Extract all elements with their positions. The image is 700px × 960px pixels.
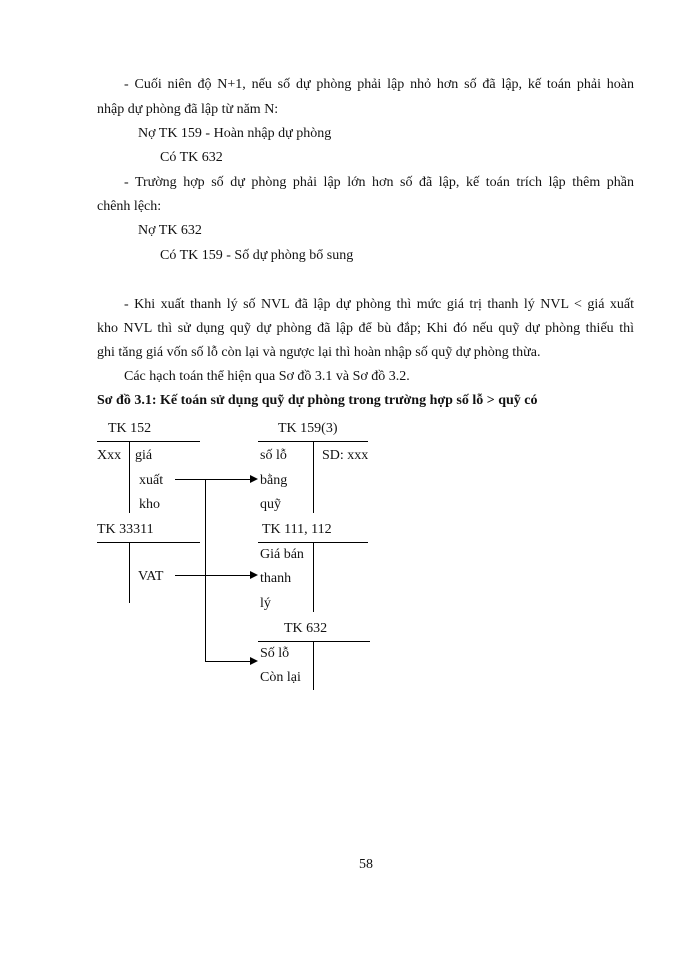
tk111-debit-line: lý — [260, 596, 271, 611]
diagram-title: Sơ đồ 3.1: Kế toán sử dụng quỹ dự phòng trong trường hợp số lỗ > quỹ có — [97, 393, 538, 408]
paragraph-3-line-1: - Khi xuất thanh lý số NVL đã lập dự phòng thì mức giá trị thanh lý NVL < giá xuất — [124, 297, 634, 312]
tk33311-name: TK 33311 — [97, 522, 154, 537]
tk159-balance: SD: xxx — [322, 448, 369, 463]
tk33311-divider — [129, 542, 130, 603]
paragraph-4: Các hạch toán thể hiện qua Sơ đồ 3.1 và Sơ đồ 3.2. — [124, 369, 410, 384]
entry-1-debit: Nợ TK 159 - Hoàn nhập dự phòng — [138, 126, 332, 141]
tk159-debit-line: bằng — [260, 473, 288, 488]
tk632-debit-line: Số lỗ — [260, 646, 290, 661]
arrow-to-632 — [205, 661, 251, 662]
tk33311-top-line — [97, 542, 200, 543]
paragraph-1-line-1: - Cuối niên độ N+1, nếu số dự phòng phải lập nhỏ hơn số đã lập, kế toán phải hoàn — [124, 77, 634, 92]
tk632-divider — [313, 641, 314, 690]
tk152-debit-entry: Xxx — [97, 448, 122, 463]
tk33311-credit-entry: VAT — [138, 569, 164, 584]
paragraph-3-line-2: kho NVL thì sử dụng quỹ dự phòng đã lập để bù đắp; Khi đó nếu quỹ dự phòng thiếu thì — [97, 321, 634, 336]
paragraph-3-line-3: ghi tăng giá vốn số lỗ còn lại và ngược lại thì hoàn nhập số quỹ dự phòng thừa. — [97, 345, 541, 360]
tk632-top-line — [258, 641, 370, 642]
paragraph-1-line-2: nhập dự phòng đã lập từ năm N: — [97, 102, 279, 117]
arrowhead-icon — [250, 475, 258, 483]
entry-1-credit: Có TK 632 — [160, 150, 223, 165]
tk152-divider — [129, 441, 130, 513]
tk159-divider — [313, 441, 314, 513]
tk152-credit-line: xuất — [139, 473, 164, 488]
paragraph-2-line-1: - Trường hợp số dự phòng phải lập lớn hơn số đã lập, kế toán trích lập thêm phần — [124, 175, 634, 190]
arrowhead-icon — [250, 657, 258, 665]
tk152-name: TK 152 — [108, 421, 152, 436]
tk632-debit-line: Còn lại — [260, 670, 301, 685]
arrow-vat-to-111 — [175, 575, 251, 576]
tk152-credit-line: kho — [139, 497, 160, 512]
paragraph-2-line-2: chênh lệch: — [97, 199, 162, 214]
tk111-debit-line: thanh — [260, 571, 292, 586]
tk159-name: TK 159(3) — [278, 421, 338, 436]
tk111-name: TK 111, 112 — [262, 522, 332, 537]
tk111-debit-line: Giá bán — [260, 547, 304, 562]
entry-2-credit: Có TK 159 - Số dự phòng bổ sung — [160, 248, 354, 263]
tk152-top-line — [97, 441, 200, 442]
tk632-name: TK 632 — [284, 621, 328, 636]
tk111-divider — [313, 542, 314, 612]
tk159-debit-line: số lỗ — [260, 448, 287, 463]
entry-2-debit: Nợ TK 632 — [138, 223, 202, 238]
arrow-152-to-159 — [175, 479, 251, 480]
tk159-debit-line: quỹ — [260, 497, 281, 512]
tk152-credit-line: giá — [135, 448, 153, 463]
arrow-trunk — [205, 479, 206, 662]
page-number: 58 — [359, 857, 373, 872]
arrowhead-icon — [250, 571, 258, 579]
